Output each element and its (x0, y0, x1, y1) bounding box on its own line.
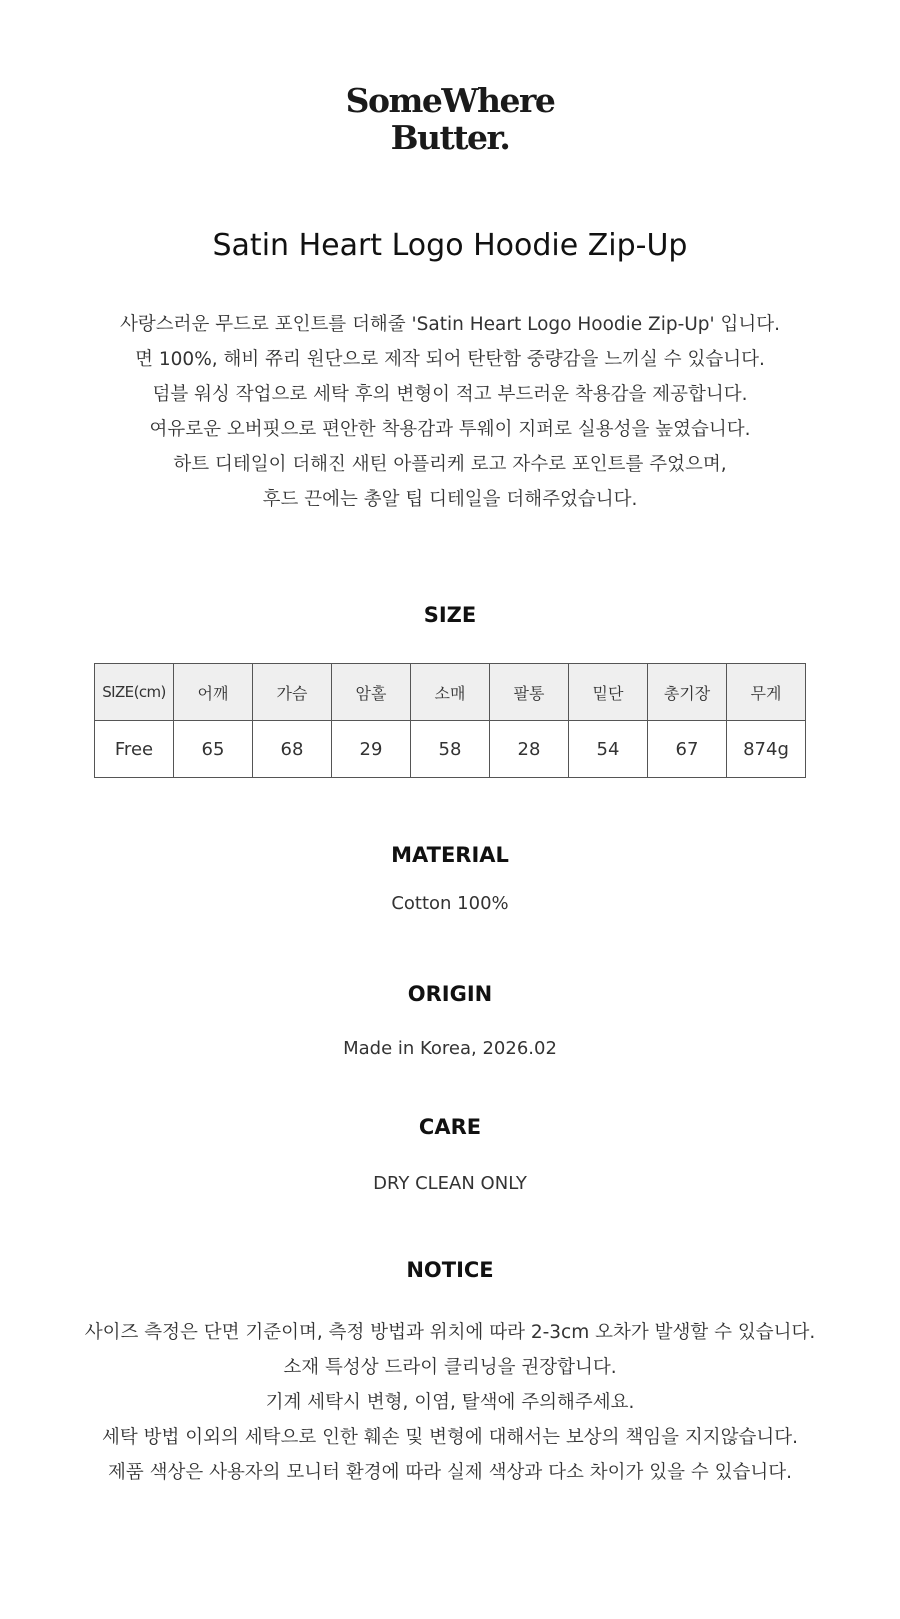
size-table-header-cell: 무게 (727, 664, 806, 721)
size-table-cell: 68 (253, 721, 332, 778)
brand-logo (0, 81, 900, 157)
material-heading: MATERIAL (391, 843, 509, 867)
notice-line: 세탁 방법 이외의 세탁으로 인한 훼손 및 변형에 대해서는 보상의 책임을 지지않습니다. (101, 1427, 799, 1448)
size-table-cell: 67 (648, 721, 727, 778)
size-table-header-cell: SIZE(cm) (95, 664, 174, 721)
size-table-header-cell: 밑단 (569, 664, 648, 721)
product-description (0, 307, 900, 517)
notice-line: 기계 세탁시 변형, 이염, 탈색에 주의해주세요. (265, 1392, 635, 1413)
size-table-header-cell: 가슴 (253, 664, 332, 721)
size-table (94, 663, 806, 778)
product-title: Satin Heart Logo Hoodie Zip-Up (212, 228, 688, 263)
size-table-header-cell: 암홀 (332, 664, 411, 721)
size-table-cell: 874g (727, 721, 806, 778)
size-table-header-row (95, 664, 806, 721)
description-line: 사랑스러운 무드로 포인트를 더해줄 'Satin Heart Logo Hoodie Zip-Up' 입니다. (119, 314, 781, 335)
size-heading: SIZE (423, 603, 477, 627)
notice-list (0, 1315, 900, 1490)
origin-heading: ORIGIN (407, 982, 493, 1006)
material-value: Cotton 100% (391, 893, 509, 914)
brand-logo-line2: Butter. (390, 118, 510, 157)
care-value: DRY CLEAN ONLY (373, 1173, 527, 1194)
size-table-header-cell: 어깨 (174, 664, 253, 721)
notice-line: 제품 색상은 사용자의 모니터 환경에 따라 실제 색상과 다소 차이가 있을 수 있습니다. (107, 1462, 793, 1483)
size-table-cell: Free (95, 721, 174, 778)
notice-line: 사이즈 측정은 단면 기준이며, 측정 방법과 위치에 따라 2-3cm 오차가 발생할 수 있습니다. (84, 1322, 816, 1343)
description-line: 면 100%, 해비 쮸리 원단으로 제작 되어 탄탄함 중량감을 느끼실 수 있습니다. (135, 349, 765, 370)
size-table-cell: 28 (490, 721, 569, 778)
notice-heading: NOTICE (406, 1258, 494, 1282)
notice-line: 소재 특성상 드라이 클리닝을 권장합니다. (283, 1357, 617, 1378)
size-table-cell: 54 (569, 721, 648, 778)
description-line: 하트 디테일이 더해진 새틴 아플리케 로고 자수로 포인트를 주었으며, (173, 454, 727, 475)
origin-value: Made in Korea, 2026.02 (343, 1038, 557, 1059)
size-table-cell: 29 (332, 721, 411, 778)
size-table-header-cell: 팔통 (490, 664, 569, 721)
care-heading: CARE (418, 1115, 482, 1139)
size-table-row (95, 721, 806, 778)
size-table-cell: 65 (174, 721, 253, 778)
size-table-header-cell: 소매 (411, 664, 490, 721)
description-line: 여유로운 오버핏으로 편안한 착용감과 투웨이 지퍼로 실용성을 높였습니다. (149, 419, 751, 440)
size-table-header-cell: 총기장 (648, 664, 727, 721)
description-line: 후드 끈에는 총알 팁 디테일을 더해주었습니다. (262, 489, 638, 510)
brand-logo-line1: SomeWhere (345, 81, 555, 120)
description-line: 덤블 워싱 작업으로 세탁 후의 변형이 적고 부드러운 착용감을 제공합니다. (152, 384, 748, 405)
size-table-cell: 58 (411, 721, 490, 778)
